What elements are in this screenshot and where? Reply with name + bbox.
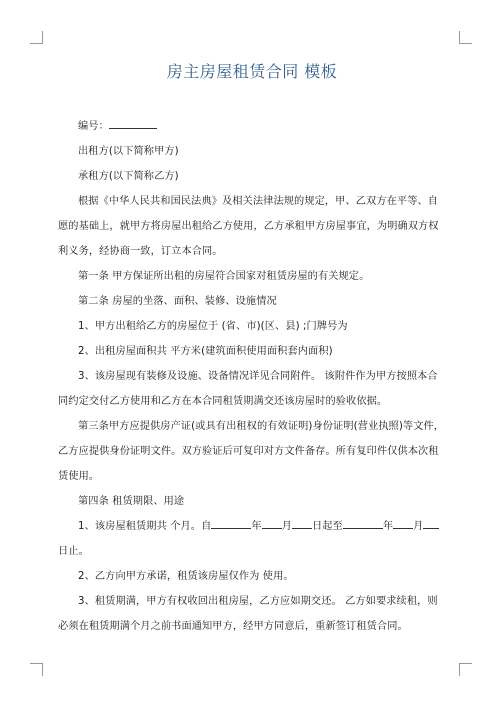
article-2-item-1: 1、甲方出租给乙方的房屋位于 (省、市)(区、县) ;门牌号为 — [78, 321, 348, 332]
crop-mark-bottom-right — [459, 663, 472, 676]
crop-mark-top-right — [459, 31, 472, 44]
lessor-line: 出租方(以下简称甲方) — [78, 146, 179, 157]
start-day-blank — [292, 518, 312, 529]
article-3: 第三条甲方应提供房产证(或具有出租权的有效证明)身份证明(营业执照)等文件，乙方应提供身份证明文件。双方验证后可复印对方文件备存。所有复印件仅供本次租赁使用。 — [58, 421, 445, 482]
crop-mark-top-left — [30, 31, 43, 44]
article-4-heading: 第四条 租赁期限、用途 — [78, 496, 185, 507]
article-4-item-1: 1、该房屋租赁期共 个月。自 年 月 日起至 年 月日止。 — [58, 514, 446, 564]
article-2-item-3: 3、该房屋现有装修及设施、设备情况详见合同附件。 该附件作为甲方按照本合同约定交付乙方使用和乙方在本合同租赁期满交还该房屋时的验收依据。 — [58, 371, 438, 407]
end-year-blank — [343, 518, 383, 529]
crop-mark-bottom-left — [30, 663, 43, 676]
contract-number — [58, 114, 446, 139]
lessee-line: 承租方(以下简称乙方) — [78, 171, 179, 182]
document-body — [58, 60, 446, 639]
end-month-blank — [393, 518, 413, 529]
start-year-blank — [211, 518, 251, 529]
end-day-blank — [423, 518, 439, 529]
article-4-item-2: 2、乙方向甲方承诺，租赁该房屋仅作为 使用。 — [78, 571, 294, 582]
article-2-item-2: 2、出租房屋面积共 平方米(建筑面积使用面积套内面积) — [78, 346, 333, 357]
start-month-blank — [262, 518, 282, 529]
preamble-paragraph: 根据《中华人民共和国民法典》及相关法律法规的规定，甲、乙双方在平等、自愿的基础上，就甲方将房屋出租给乙方使用，乙方承租甲方房屋事宜，为明确双方权利义务，经协商一致，订立本合同。 — [58, 196, 439, 257]
article-4-item-3: 3、租赁期满，甲方有权收回出租房屋，乙方应如期交还。 乙方如要求续租，则必须在租赁期满个月之前书面通知甲方，经甲方同意后，重新签订租赁合同。 — [58, 596, 438, 632]
contract-number-label: 编号： — [78, 121, 109, 132]
contract-number-blank — [109, 118, 157, 129]
document-title: 房主房屋租赁合同 模板 — [166, 62, 338, 81]
article-2-heading: 第二条 房屋的坐落、面积、装修、设施情况 — [78, 296, 277, 307]
article-1: 第一条 甲方保证所出租的房屋符合国家对租赁房屋的有关规定。 — [78, 271, 370, 282]
